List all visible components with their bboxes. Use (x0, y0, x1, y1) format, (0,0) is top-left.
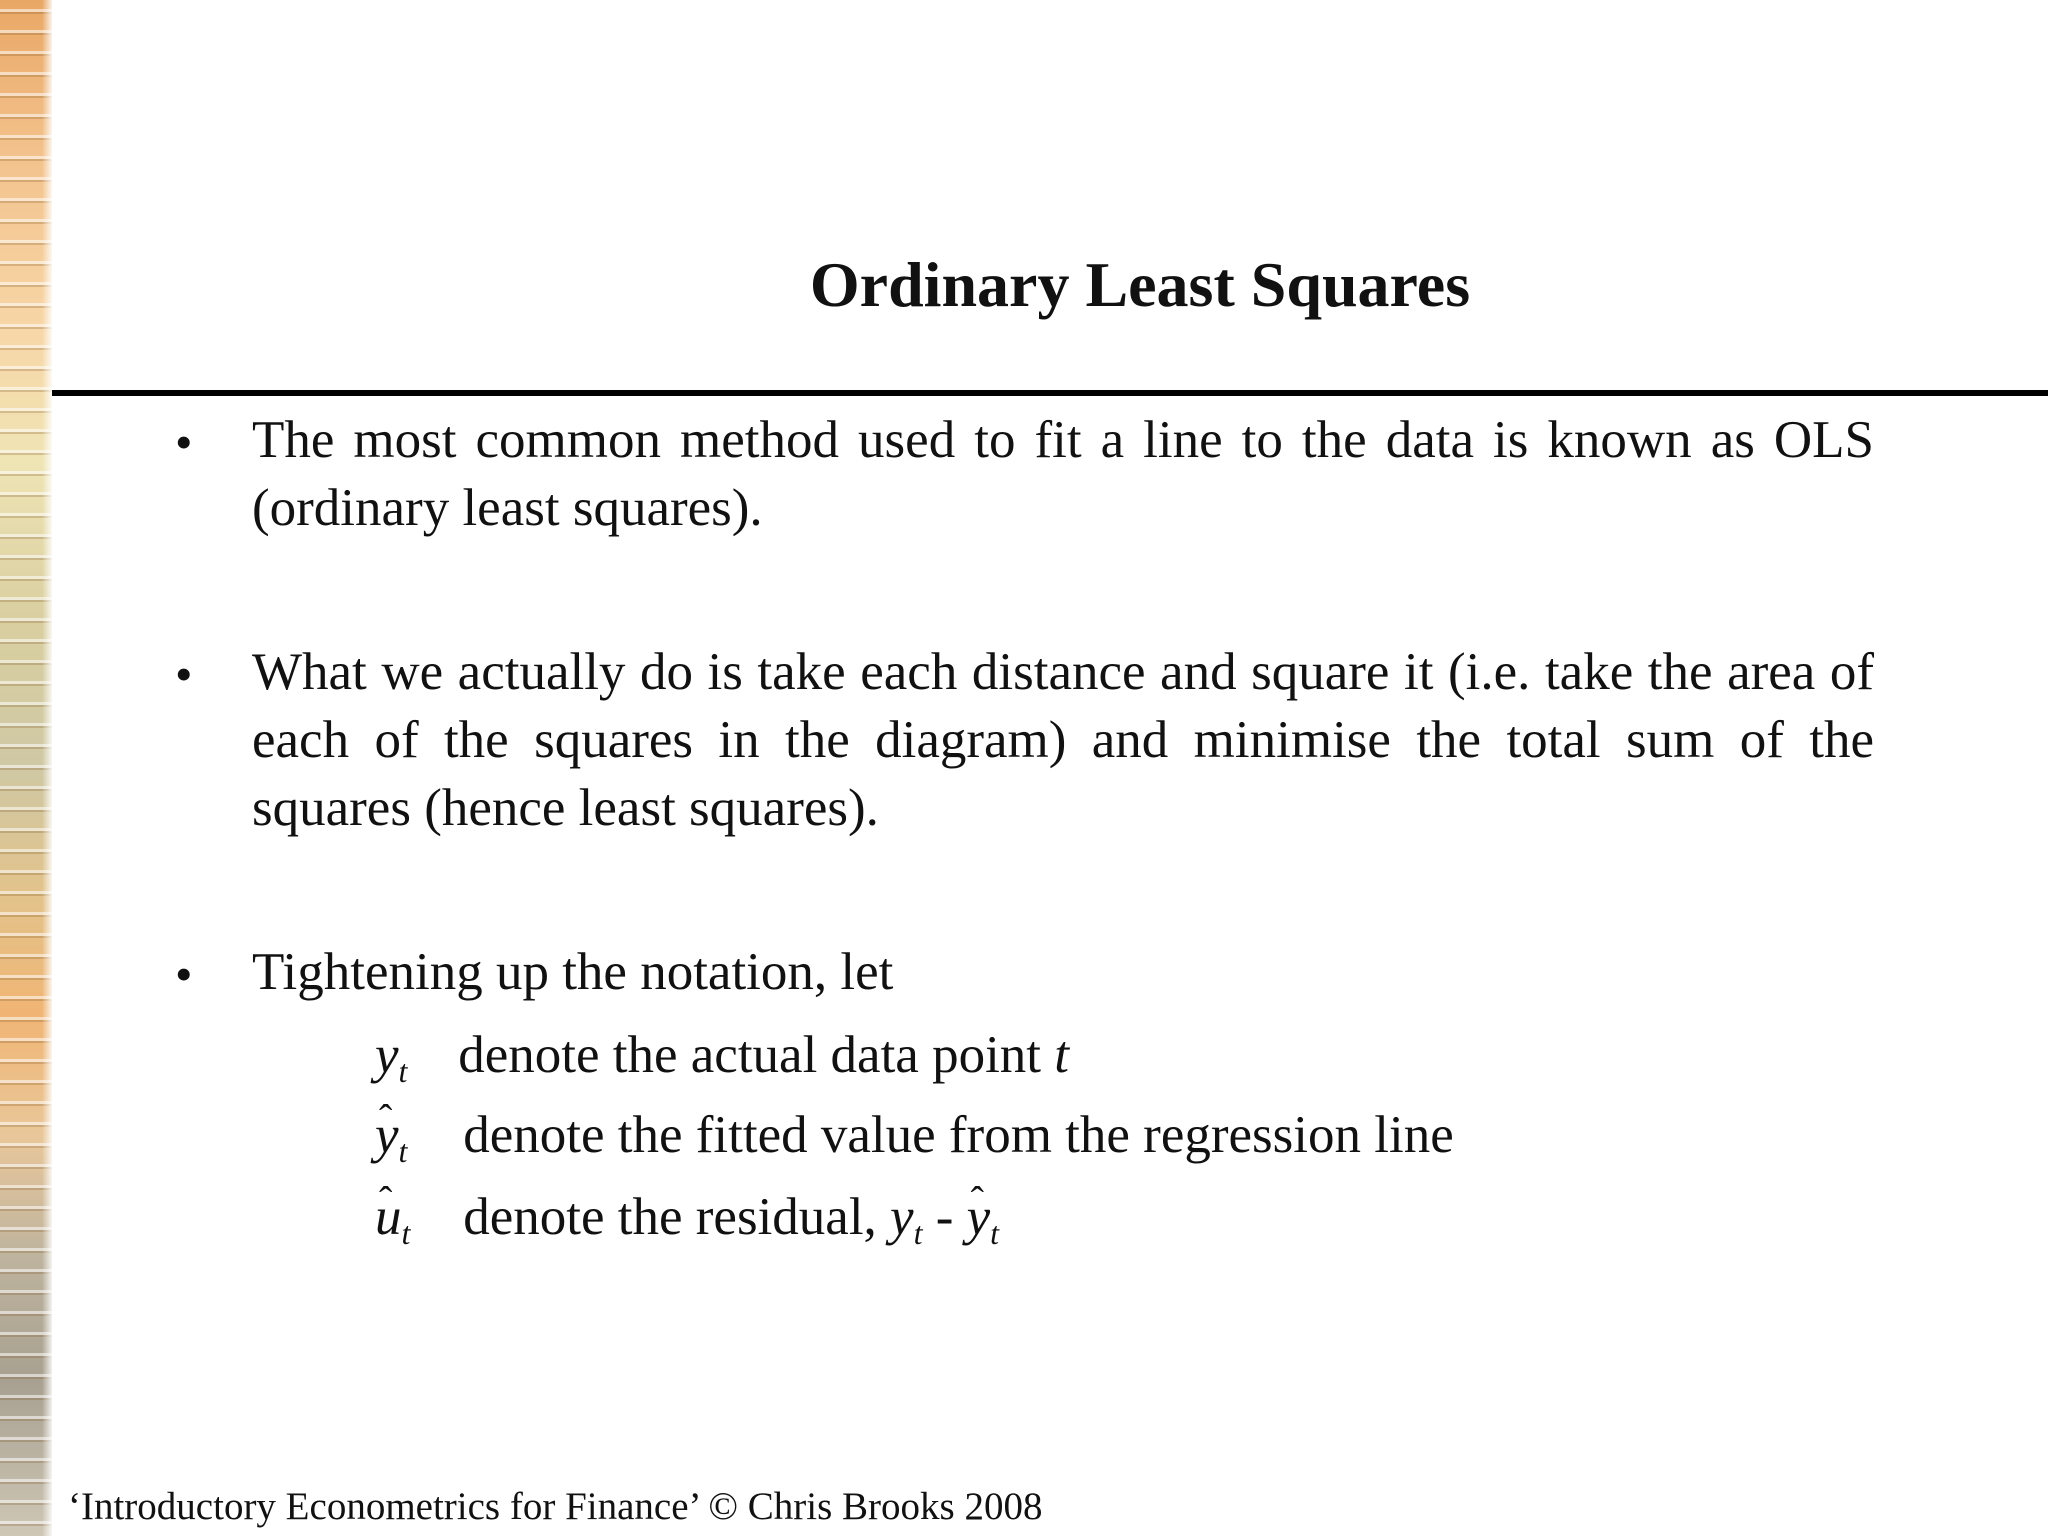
residual-expr-y: $y_t$ (890, 1188, 923, 1251)
definition-actual-text: denote the actual data point (458, 1026, 1042, 1084)
bullet-marker: • (175, 414, 193, 470)
symbol-y-t: $y_t$ (375, 1026, 408, 1089)
bullet-text-2: What we actually do is take each distance and square it (i.e. take the area of each of the squares in the diagram) and minimise the total sum of the squares (hence least squares). (252, 643, 1874, 837)
bullet-text-3: Tightening up the notation, let (252, 943, 894, 1001)
symbol-y-hat-t: ˆ $y_t$ (375, 1100, 450, 1186)
definition-fitted-text: denote the fitted value from the regression line (463, 1106, 1454, 1164)
bullet-text-1: The most common method used to fit a line to the data is known as OLS (ordinary least squares). (252, 411, 1874, 537)
slide-footer-copyright: ‘Introductory Econometrics for Finance’ © Chris Brooks 2008 (68, 1485, 1043, 1528)
symbol-u-hat-t: ˆ $u_t$ (375, 1182, 450, 1268)
definition-residual-text: denote the residual, (463, 1188, 877, 1246)
variable-t: t (1054, 1026, 1070, 1084)
definition-actual (375, 1020, 1069, 1106)
definition-residual (375, 1182, 999, 1268)
bullet-marker: • (175, 946, 193, 1002)
definition-fitted (375, 1100, 1454, 1186)
bullet-marker: • (175, 646, 193, 702)
slide-title: Ordinary Least Squares (809, 249, 1471, 320)
residual-expr-y-hat: ˆ $y_t$ (967, 1188, 999, 1246)
decorative-side-strip (0, 0, 52, 1536)
residual-expr-minus: - (935, 1188, 954, 1246)
title-divider (52, 390, 2048, 396)
